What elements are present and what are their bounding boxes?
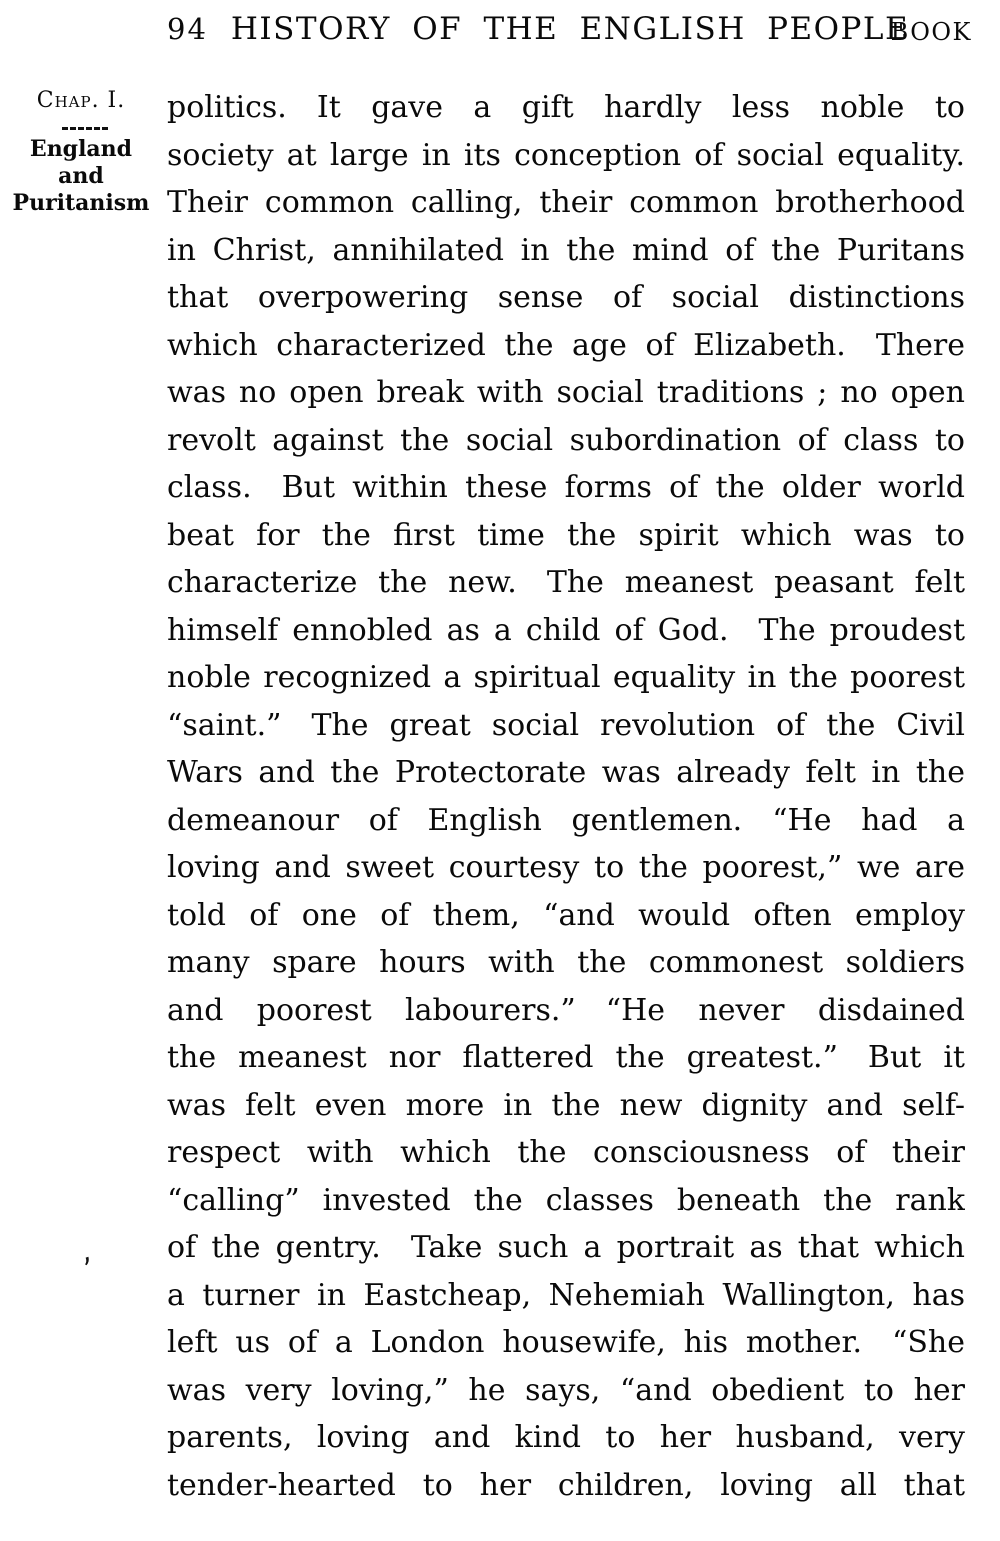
- body-line: the meanest nor flattered the greatest.” But it: [167, 1040, 965, 1075]
- body-line: loving and sweet courtesy to the poorest,” we are: [167, 850, 965, 885]
- body-line: told of one of them, “and would often employ: [167, 897, 965, 933]
- body-line: tender-hearted to her children, loving all that: [167, 1467, 965, 1503]
- margin-divider-rule: [62, 127, 108, 130]
- body-line: many spare hours with the commonest soldiers: [167, 945, 965, 980]
- book-label: BOOK: [890, 18, 972, 46]
- body-line: politics. It gave a gift hardly less noble to: [167, 90, 965, 125]
- body-line: noble recognized a spiritual equality in the poorest: [167, 660, 965, 695]
- body-line: “calling” invested the classes beneath the rank: [167, 1182, 965, 1218]
- body-line: which characterized the age of Elizabeth. There: [167, 327, 965, 363]
- body-line: respect with which the consciousness of their: [167, 1135, 965, 1170]
- running-title: HISTORY OF THE ENGLISH PEOPLE: [230, 11, 910, 47]
- margin-note: [0, 136, 162, 217]
- body-line: and poorest labourers.” “He never disdained: [167, 992, 965, 1028]
- body-line: left us of a London housewife, his mother. “She: [167, 1325, 965, 1360]
- body-line: Wars and the Protectorate was already felt in the: [167, 755, 965, 790]
- page-number: 94: [167, 12, 208, 46]
- body-line: in Christ, annihilated in the mind of the Puritans: [167, 232, 965, 268]
- body-line: that overpowering sense of social distinctions: [167, 280, 965, 315]
- margin-note-line: Puritanism: [12, 190, 150, 216]
- body-line: society at large in its conception of social equality.: [167, 137, 965, 173]
- body-line: parents, loving and kind to her husband, very: [167, 1420, 965, 1455]
- body-line: characterize the new. The meanest peasant felt: [167, 565, 965, 600]
- body-line: class. But within these forms of the older world: [167, 470, 965, 505]
- body-line: demeanour of English gentlemen. “He had a: [167, 802, 965, 838]
- margin-note-line: and: [58, 163, 104, 189]
- body-line: was felt even more in the new dignity and self-: [167, 1087, 965, 1123]
- body-line: of the gentry. Take such a portrait as that which: [167, 1230, 965, 1265]
- body-line: himself ennobled as a child of God. The proudest: [167, 612, 965, 648]
- body-line: revolt against the social subordination of class to: [167, 422, 965, 458]
- margin-note-line: England: [29, 136, 133, 162]
- body-line: was very loving,” he says, “and obedient to her: [167, 1372, 965, 1408]
- body-line: beat for the first time the spirit which was to: [167, 517, 965, 553]
- body-text-column: [167, 84, 965, 1509]
- body-line: Their common calling, their common brotherhood: [167, 185, 965, 220]
- scan-artifact-mark: ,: [74, 1233, 95, 1270]
- body-line: “saint.” The great social revolution of the Civil: [167, 707, 965, 743]
- body-line: was no open break with social traditions ; no open: [167, 375, 965, 410]
- margin-chapter-label: Chap. I.: [36, 88, 126, 113]
- body-line: a turner in Eastcheap, Nehemiah Wallington, has: [167, 1277, 965, 1313]
